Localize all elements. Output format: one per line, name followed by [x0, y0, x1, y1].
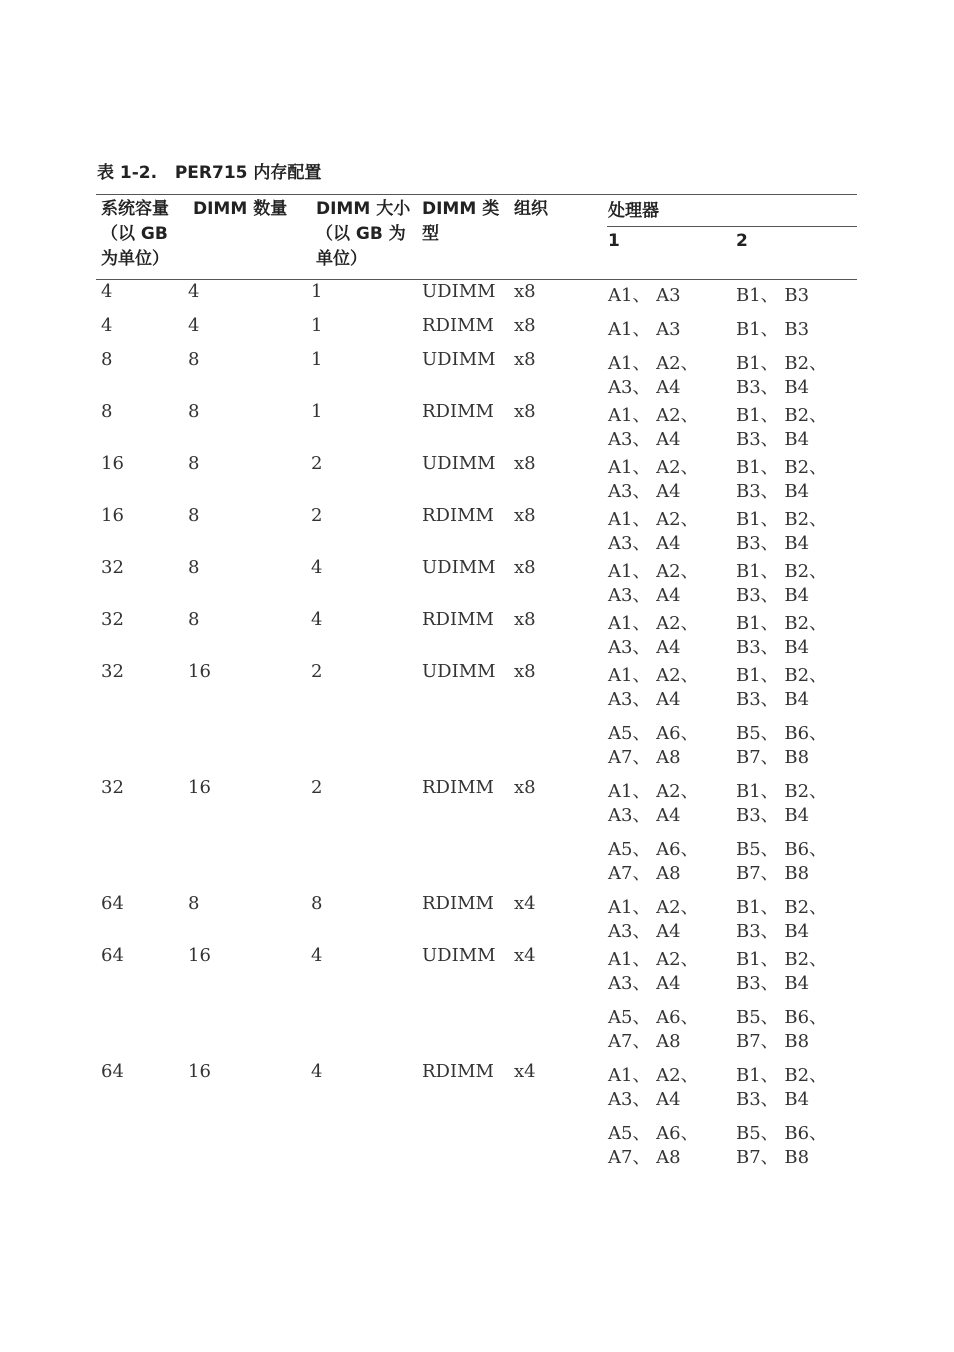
cell-dimm-count: 16: [188, 944, 211, 966]
cell-dimm-size: 2: [311, 504, 323, 526]
table-row: [96, 452, 857, 504]
table-row: [96, 660, 857, 776]
table-row: [96, 556, 857, 608]
cell-organization: x4: [514, 892, 536, 914]
cell-processor-2: [734, 776, 857, 892]
cell-capacity: 8: [101, 400, 113, 422]
cell-processor-2: [734, 314, 857, 348]
cell-dimm-size: 4: [311, 608, 323, 630]
cell-processor-2: [734, 452, 857, 504]
cell-processor-1: [607, 280, 734, 314]
cell-processor-1: [607, 892, 734, 944]
dimm-slot-group: A1、 A2、 A3、 A4: [608, 664, 699, 710]
cell-dimm-size: 4: [311, 1060, 323, 1082]
dimm-slot-group: A1、 A2、 A3、 A4: [608, 456, 699, 502]
cell-organization: x4: [514, 1060, 536, 1082]
cell-organization: x8: [514, 314, 536, 336]
cell-organization: x8: [514, 608, 536, 630]
table-row: [96, 1060, 857, 1176]
cell-dimm-count: 16: [188, 660, 211, 682]
cell-dimm-type: RDIMM: [422, 314, 494, 336]
dimm-slot-group: B5、 B6、 B7、 B8: [736, 838, 828, 884]
cell-processor-1: [607, 556, 734, 608]
cell-dimm-type: RDIMM: [422, 892, 494, 914]
dimm-slot-group: A1、 A2、 A3、 A4: [608, 780, 699, 826]
cell-processor-1: [607, 400, 734, 452]
header-dimm-type: DIMM 类型: [420, 195, 512, 280]
memory-config-table: [96, 194, 857, 1176]
cell-processor-2: [734, 1060, 857, 1176]
cell-processor-1: [607, 776, 734, 892]
cell-capacity: 32: [101, 608, 124, 630]
cell-processor-2: [734, 556, 857, 608]
cell-dimm-size: 2: [311, 660, 323, 682]
cell-dimm-type: UDIMM: [422, 281, 496, 302]
header-processor: 处理器: [607, 195, 857, 227]
dimm-slot-group: A5、 A6、 A7、 A8: [608, 1006, 699, 1052]
dimm-slot-group: B1、 B3: [736, 318, 810, 340]
cell-dimm-type: RDIMM: [422, 776, 494, 798]
header-processor-2: 2: [734, 227, 857, 280]
header-organization: 组织: [512, 195, 607, 280]
cell-dimm-size: 1: [311, 314, 323, 336]
table-row: [96, 400, 857, 452]
cell-organization: x8: [514, 400, 536, 422]
cell-dimm-count: 4: [188, 314, 200, 336]
cell-processor-2: [734, 892, 857, 944]
cell-dimm-size: 4: [311, 944, 323, 966]
cell-dimm-size: 4: [311, 556, 323, 578]
dimm-slot-group: A1、 A2、 A3、 A4: [608, 612, 699, 658]
cell-organization: x4: [514, 944, 536, 966]
dimm-slot-group: B1、 B3: [736, 285, 810, 306]
cell-dimm-count: 8: [188, 400, 200, 422]
dimm-slot-group: A1、 A3: [608, 285, 681, 306]
cell-processor-1: [607, 504, 734, 556]
table-row: [96, 608, 857, 660]
cell-organization: x8: [514, 504, 536, 526]
cell-dimm-count: 16: [188, 1060, 211, 1082]
dimm-slot-group: A5、 A6、 A7、 A8: [608, 722, 699, 768]
dimm-slot-group: A1、 A2、 A3、 A4: [608, 352, 699, 398]
cell-dimm-type: UDIMM: [422, 660, 496, 682]
header-processor-1: 1: [607, 227, 734, 280]
cell-capacity: 16: [101, 452, 124, 474]
cell-dimm-type: UDIMM: [422, 348, 496, 370]
table-row: [96, 314, 857, 348]
cell-processor-1: [607, 348, 734, 400]
dimm-slot-group: A1、 A2、 A3、 A4: [608, 560, 699, 606]
cell-processor-1: [607, 944, 734, 1060]
cell-dimm-type: RDIMM: [422, 1060, 494, 1082]
cell-dimm-count: 8: [188, 892, 200, 914]
cell-processor-2: [734, 280, 857, 314]
cell-dimm-count: 8: [188, 348, 200, 370]
cell-processor-2: [734, 944, 857, 1060]
dimm-slot-group: A1、 A2、 A3、 A4: [608, 404, 699, 450]
cell-organization: x8: [514, 348, 536, 370]
cell-capacity: 4: [101, 281, 113, 302]
cell-dimm-type: RDIMM: [422, 608, 494, 630]
dimm-slot-group: A1、 A2、 A3、 A4: [608, 1064, 699, 1110]
cell-processor-1: [607, 608, 734, 660]
cell-organization: x8: [514, 776, 536, 798]
table-body: [96, 280, 857, 1176]
dimm-slot-group: A1、 A3: [608, 318, 681, 340]
cell-organization: x8: [514, 660, 536, 682]
header-capacity: 系统容量（以 GB 为单位）: [96, 195, 188, 280]
cell-processor-2: [734, 504, 857, 556]
cell-organization: x8: [514, 452, 536, 474]
cell-capacity: 4: [101, 314, 113, 336]
table-row: [96, 944, 857, 1060]
dimm-slot-group: A1、 A2、 A3、 A4: [608, 508, 699, 554]
cell-dimm-count: 16: [188, 776, 211, 798]
cell-capacity: 8: [101, 348, 113, 370]
cell-capacity: 64: [101, 1060, 124, 1082]
dimm-slot-group: B1、 B2、 B3、 B4: [736, 508, 828, 554]
cell-dimm-count: 8: [188, 452, 200, 474]
cell-processor-1: [607, 660, 734, 776]
cell-capacity: 32: [101, 776, 124, 798]
dimm-slot-group: B1、 B2、 B3、 B4: [736, 664, 828, 710]
dimm-slot-group: B1、 B2、 B3、 B4: [736, 352, 828, 398]
dimm-slot-group: B5、 B6、 B7、 B8: [736, 1122, 828, 1168]
cell-processor-1: [607, 1060, 734, 1176]
cell-capacity: 32: [101, 660, 124, 682]
cell-processor-2: [734, 400, 857, 452]
cell-dimm-type: UDIMM: [422, 556, 496, 578]
cell-processor-2: [734, 348, 857, 400]
cell-organization: x8: [514, 556, 536, 578]
dimm-slot-group: B1、 B2、 B3、 B4: [736, 456, 828, 502]
cell-dimm-type: UDIMM: [422, 944, 496, 966]
table-row: [96, 504, 857, 556]
dimm-slot-group: B1、 B2、 B3、 B4: [736, 1064, 828, 1110]
cell-organization: x8: [514, 281, 536, 302]
cell-dimm-count: 8: [188, 504, 200, 526]
cell-dimm-size: 8: [311, 892, 323, 914]
cell-capacity: 32: [101, 556, 124, 578]
header-dimm-size: DIMM 大小（以 GB 为单位）: [311, 195, 420, 280]
cell-dimm-count: 8: [188, 608, 200, 630]
cell-processor-2: [734, 608, 857, 660]
cell-dimm-size: 1: [311, 281, 323, 302]
dimm-slot-group: B1、 B2、 B3、 B4: [736, 780, 828, 826]
dimm-slot-group: B1、 B2、 B3、 B4: [736, 948, 828, 994]
dimm-slot-group: A5、 A6、 A7、 A8: [608, 1122, 699, 1168]
header-dimm-count: DIMM 数量: [188, 195, 311, 280]
cell-capacity: 64: [101, 944, 124, 966]
cell-dimm-size: 1: [311, 348, 323, 370]
cell-dimm-size: 2: [311, 452, 323, 474]
cell-dimm-type: RDIMM: [422, 504, 494, 526]
cell-capacity: 16: [101, 504, 124, 526]
cell-capacity: 64: [101, 892, 124, 914]
table-row: [96, 776, 857, 892]
cell-dimm-size: 1: [311, 400, 323, 422]
table-row: [96, 280, 857, 314]
cell-dimm-size: 2: [311, 776, 323, 798]
table-row: [96, 892, 857, 944]
cell-processor-1: [607, 452, 734, 504]
cell-dimm-type: UDIMM: [422, 452, 496, 474]
dimm-slot-group: B1、 B2、 B3、 B4: [736, 612, 828, 658]
dimm-slot-group: B1、 B2、 B3、 B4: [736, 404, 828, 450]
table-caption: 表 1-2. PER715 内存配置: [97, 163, 322, 183]
dimm-slot-group: A1、 A2、 A3、 A4: [608, 896, 699, 942]
cell-processor-2: [734, 660, 857, 776]
cell-dimm-type: RDIMM: [422, 400, 494, 422]
cell-processor-1: [607, 314, 734, 348]
dimm-slot-group: B1、 B2、 B3、 B4: [736, 896, 828, 942]
cell-dimm-count: 8: [188, 556, 200, 578]
dimm-slot-group: B5、 B6、 B7、 B8: [736, 1006, 828, 1052]
dimm-slot-group: A1、 A2、 A3、 A4: [608, 948, 699, 994]
memory-config-table-wrapper: [96, 194, 857, 1176]
cell-dimm-count: 4: [188, 281, 200, 302]
dimm-slot-group: A5、 A6、 A7、 A8: [608, 838, 699, 884]
dimm-slot-group: B5、 B6、 B7、 B8: [736, 722, 828, 768]
dimm-slot-group: B1、 B2、 B3、 B4: [736, 560, 828, 606]
table-row: [96, 348, 857, 400]
